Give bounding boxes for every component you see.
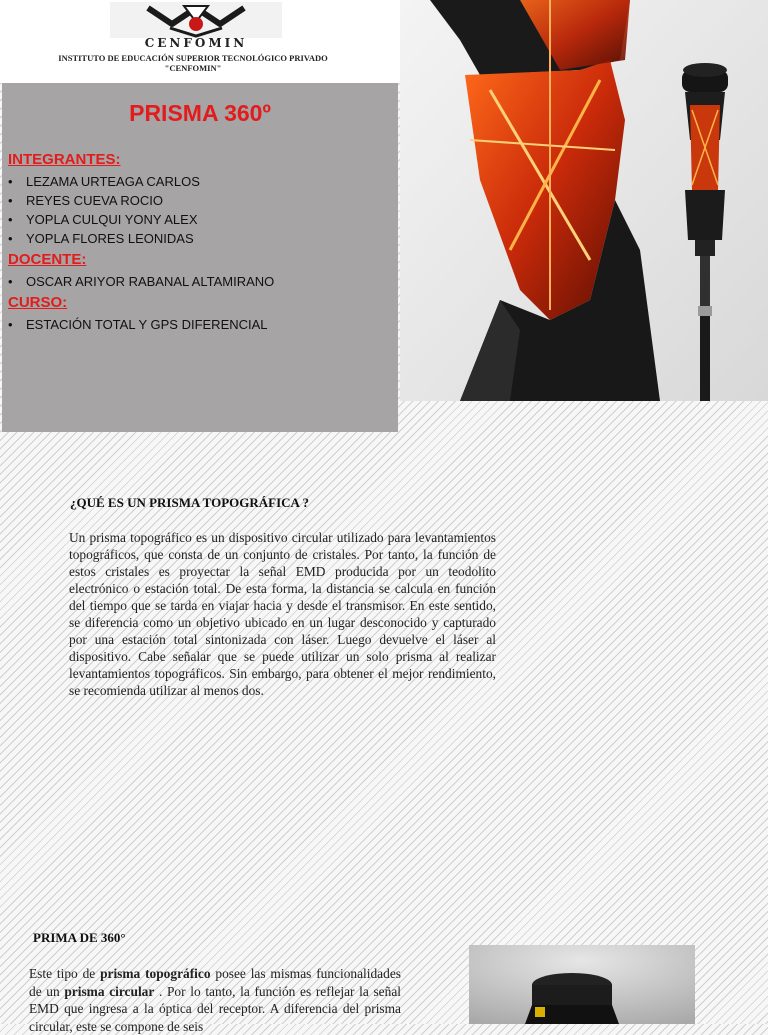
bullet-icon: • (8, 274, 13, 289)
question-heading: ¿QUÉ ES UN PRISMA TOPOGRÁFICA ? (70, 495, 309, 510)
curso-heading: CURSO: (8, 294, 68, 311)
integrantes-heading: INTEGRANTES: (8, 151, 121, 168)
list-item (8, 272, 274, 291)
prism-top-photo (469, 945, 695, 1024)
paragraph-text: Este tipo de (29, 966, 101, 981)
list-item-text: LEZAMA URTEAGA CARLOS (26, 174, 200, 189)
cover-title: PRISMA 360º (129, 100, 271, 126)
list-item (8, 210, 200, 229)
list-item (8, 229, 200, 248)
institution-name (0, 53, 386, 73)
docente-heading: DOCENTE: (8, 251, 87, 268)
integrantes-list (8, 172, 200, 248)
institution-line-2: "CENFOMIN" (164, 63, 222, 73)
logo-name: CENFOMIN (144, 36, 248, 50)
bullet-icon: • (8, 231, 13, 246)
paragraph-text: . Por lo tanto, la función es reflejar la señal EMD que ingresa a la óptica del receptor. A diferencia del prisma circular, este se compone de seis (29, 983, 401, 1034)
bullet-icon: • (8, 212, 13, 227)
bullet-icon: • (8, 317, 13, 332)
list-item-text: ESTACIÓN TOTAL Y GPS DIFERENCIAL (26, 317, 268, 332)
list-item-text: YOPLA FLORES LEONIDAS (26, 231, 194, 246)
bullet-icon: • (8, 193, 13, 208)
list-item-text: REYES CUEVA ROCIO (26, 193, 164, 208)
list-item-text: OSCAR ARIYOR RABANAL ALTAMIRANO (26, 274, 275, 289)
list-item (8, 315, 268, 334)
list-item (8, 172, 200, 191)
paragraph-bold: prisma circular (64, 983, 155, 999)
paragraph-text: posee las mismas funcionalidades de un (29, 966, 401, 999)
list-item-text: YOPLA CULQUI YONY ALEX (26, 212, 198, 227)
bullet-icon: • (8, 174, 13, 189)
paragraph-bold: prisma topográfico (100, 966, 211, 981)
prism-360-paragraph (29, 965, 401, 1035)
prism-360-photo (400, 0, 768, 401)
curso-list (8, 315, 268, 334)
section-title: PRIMA DE 360° (33, 930, 126, 945)
cenfomin-emblem-icon (110, 2, 282, 38)
docente-list (8, 272, 274, 291)
institution-line-1: INSTITUTO DE EDUCACIÓN SUPERIOR TECNOLÓGICO PRIVADO (58, 53, 328, 63)
list-item (8, 191, 200, 210)
definition-paragraph: Un prisma topográfico es un dispositivo circular utilizado para levantamientos topográficos, que consta de un conjunto de cristales. Por tanto, la función de estos cristales es proyectar la señal EMD producida por un teodolito electrónico o estación total. De esta forma, la distancia se calcula en función del tiempo que se tarda en viajar hacia y desde el transmisor. En este sentido, se diferencia como un objetivo ubicado en un lugar desconocido y capturado por una estación total sintonizada con láser. Luego devuelve el láser al dispositivo. Cabe señalar que se puede utilizar un solo prisma al realizar levantamientos topográficos. Sin embargo, para obtener el mejor rendimiento, se recomienda utilizar al menos dos. (69, 530, 496, 698)
